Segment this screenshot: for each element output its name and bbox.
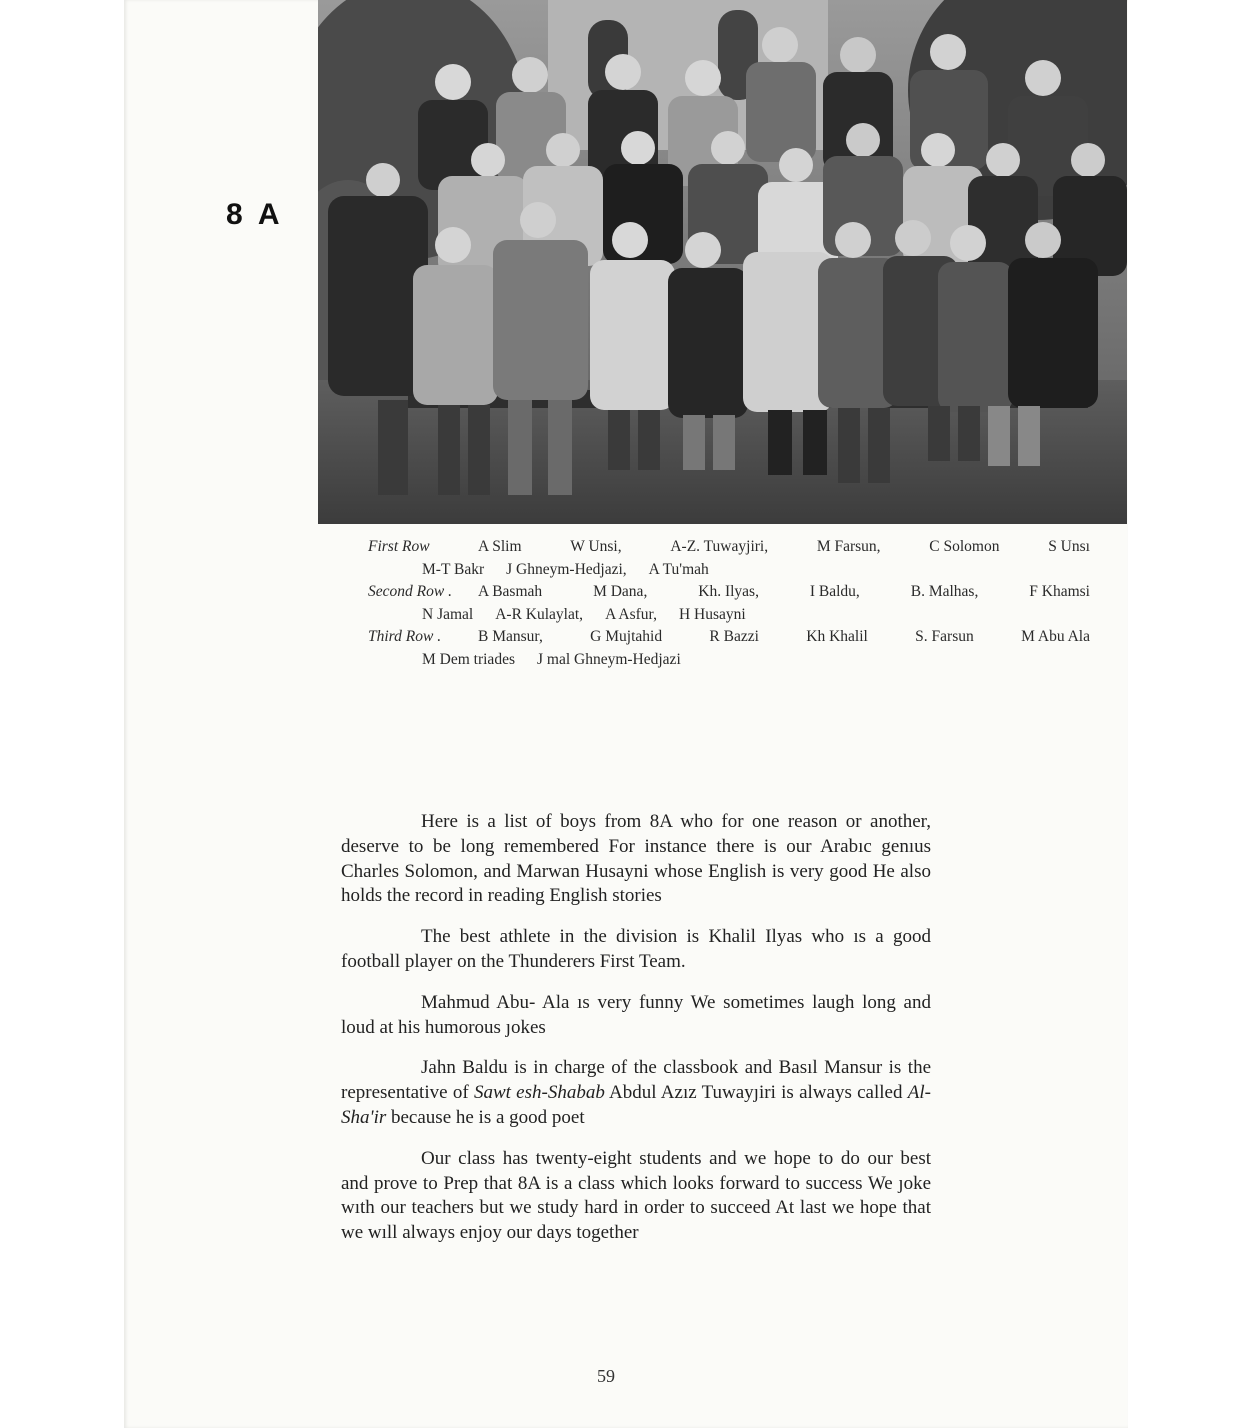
caption-name: Kh. Ilyas,: [698, 583, 759, 600]
scan-margin-right: [1128, 0, 1245, 1428]
caption-name: A Basmah: [478, 583, 543, 600]
caption-name: M Abu Ala: [1021, 628, 1090, 645]
paragraph: The best athlete in the division is Khalil Ilyas who ıs a good football player on the Thunderers First Team.: [341, 926, 931, 972]
caption-second-row-continued: [368, 604, 1090, 627]
caption-second-row: [368, 581, 1090, 604]
caption-name: M Farsun,: [816, 538, 881, 555]
paragraph: Our class has twenty-eight students and we hope to do our best and prove to Prep that 8A is a class which looks forward to success We ȷoke wıth our teachers but we study hard in order to succeed At last we hope that we wıll always enjoy our days together: [341, 1147, 931, 1244]
scan-margin-left: [0, 0, 124, 1428]
article-body: [341, 810, 931, 1262]
newspaper-title: Sawt esh-Shabab: [473, 1082, 605, 1104]
class-group-photograph: [318, 0, 1127, 524]
caption-name: C Solomon: [929, 538, 1000, 555]
caption-name: A Slim: [478, 538, 522, 555]
caption-name: R Bazzi: [709, 628, 759, 645]
caption-names: [468, 536, 1090, 559]
caption-name: A Asfur,: [605, 605, 657, 623]
caption-row-label: First Row: [368, 538, 430, 555]
paragraph: [341, 1056, 931, 1130]
caption-name: Kh Khalil: [806, 628, 868, 645]
caption-first-row-continued: [368, 559, 1090, 582]
caption-names: [468, 581, 1090, 604]
paragraph: Here is a list of boys from 8A who for one reason or another, deserve to be long remembered For instance there is our Arabıc genıus Charles Solomon, and Marwan Husayni whose English is very good He also holds the record in reading English stories: [341, 811, 931, 907]
caption-names: [468, 626, 1090, 649]
caption-name: B. Malhas,: [910, 583, 979, 600]
caption-name: G Mujtahid: [590, 628, 663, 645]
caption-name: J Ghneym-Hedjazi,: [506, 560, 627, 578]
caption-row-label: Second Row .: [368, 583, 452, 600]
caption-name: J mal Ghneym-Hedjazi: [536, 650, 681, 668]
caption-name: S Unsı: [1048, 538, 1090, 555]
caption-name: S. Farsun: [915, 628, 974, 645]
nickname: Al-Sha'ir: [341, 1082, 931, 1128]
caption-name: I Baldu,: [809, 583, 860, 600]
caption-name: H Husayni: [678, 605, 746, 623]
class-title: 8 A: [226, 198, 284, 231]
text-run: Jahn Baldu is in charge of the classbook and Basıl Mansur is the representative of: [341, 1057, 931, 1104]
caption-name: M Dana,: [593, 583, 648, 600]
photo-caption: [368, 536, 1090, 671]
caption-name: M Dem triades: [422, 650, 515, 668]
caption-name: W Unsi,: [570, 538, 622, 555]
caption-row-label: Third Row .: [368, 628, 442, 645]
caption-third-row: [368, 626, 1090, 649]
page-number: 59: [597, 1366, 615, 1386]
text-run: because he is a good poet: [386, 1106, 585, 1128]
caption-name: M-T Bakr: [422, 560, 485, 578]
photo-illustration: [318, 0, 1127, 524]
caption-third-row-continued: [368, 649, 1090, 672]
caption-name: A-Z. Tuwayjiri,: [670, 538, 769, 555]
caption-name: A-R Kulaylat,: [495, 605, 584, 623]
caption-name: F Khamsi: [1029, 583, 1090, 600]
caption-name: B Mansur,: [478, 628, 543, 645]
caption-first-row: [368, 536, 1090, 559]
text-run: Abdul Azız Tuwayȷiri is always called: [604, 1082, 908, 1104]
caption-name: N Jamal: [422, 605, 474, 623]
paragraph: Mahmud Abu- Ala ıs very funny We sometimes laugh long and loud at his humorous ȷokes: [341, 991, 931, 1038]
caption-name: A Tu'mah: [648, 560, 709, 578]
